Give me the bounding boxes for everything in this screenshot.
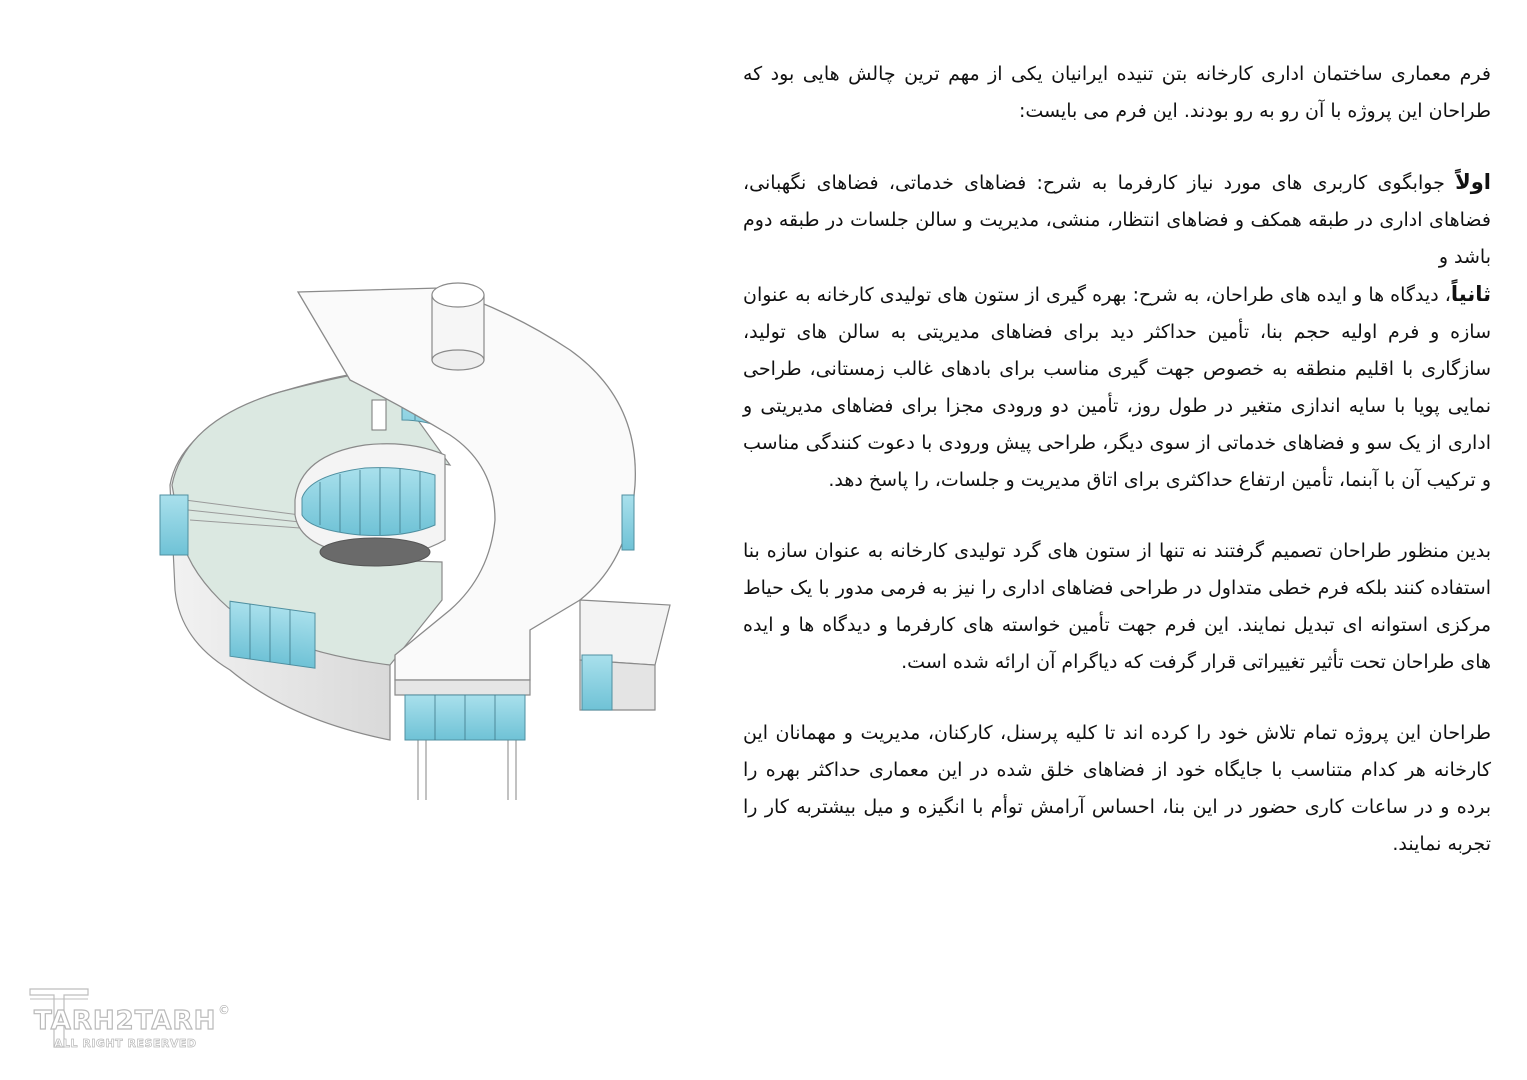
courtyard-floor bbox=[320, 538, 430, 566]
description-text bbox=[743, 56, 1491, 863]
paragraph-intro: فرم معماری ساختمان اداری کارخانه بتن تنیده ایرانیان یکی از مهم ترین چالش هایی بود که طراحان این پروژه با آن رو به رو بودند. این فرم می بایست: bbox=[743, 63, 1491, 122]
roof-wing-edge bbox=[395, 680, 530, 695]
right-box-glazing bbox=[582, 655, 612, 710]
first-requirement-lead: اولاً bbox=[1455, 170, 1491, 194]
copyright-mark: © bbox=[218, 1003, 230, 1017]
logo-tagline: ALL RIGHT RESERVED bbox=[54, 1037, 197, 1050]
building-axonometric-illustration bbox=[150, 270, 690, 810]
logo-name: TARH2TARH bbox=[34, 1006, 217, 1036]
first-requirement-body: جوابگوی کاربری های مورد نیاز کارفرما به شرح: فضاهای خدماتی، فضاهای نگهبانی، فضاهای اداری در طبقه همکف و فضاهای انتظار، منشی، مدیریت و سالن جلسات در طبقه دوم باشد و bbox=[743, 172, 1491, 268]
stair-core-cylinder bbox=[432, 283, 484, 370]
left-edge-glazing bbox=[160, 495, 188, 555]
core-door bbox=[372, 400, 386, 430]
paragraph-second-requirement bbox=[743, 276, 1491, 499]
paragraph-first-requirement bbox=[743, 164, 1491, 276]
paragraph-conclusion: طراحان این پروژه تمام تلاش خود را کرده اند تا کلیه پرسنل، کارکنان، مدیریت و مهمانان این کارخانه هر کدام متناسب با جایگاه خود از فضاهای خلق شده در این معماری حداکثر بهره را برده و در ساعات کاری حضور در این بنا، احساس آرامش توأم با انگیزه و میل بیشتربه کار را تجربه نمایند. bbox=[743, 722, 1491, 855]
second-requirement-body: ، دیدگاه ها و ایده های طراحان، به شرح: بهره گیری از ستون های تولیدی کارخانه به عنوان سازه و فرم اولیه حجم بنا، تأمین حداکثر دید برای فضاهای مدیریتی به سالن های تولید، سازگاری با اقلیم منطقه به خصوص جهت گیری مناسب برای بادهای غالب زمستانی، طراحی نمایی پویا با سایه اندازی متغیر در طول روز، تأمین دو ورودی مجزا برای فضاهای مدیریتی و اداری از یک سو و فضاهای خدماتی از سوی دیگر، طراحی پیش ورودی با دعوت کنندگی مناسب و ترکیب آن با آبنما، تأمین ارتفاع حداکثری برای اتاق مدیریت و جلسات، را پاسخ دهد. bbox=[743, 284, 1491, 491]
lower-facade-glazing bbox=[230, 601, 315, 668]
support-columns bbox=[418, 740, 516, 800]
paragraph-design-decision: بدین منظور طراحان تصمیم گرفتند نه تنها از ستون های گرد تولیدی کارخانه به عنوان سازه بنا استفاده کنند بلکه فرم خطی متداول در طراحی فضاهای اداری را نیز به فرمی مدور با یک حیاط مرکزی استوانه ای تبدیل نمایند. این فرم جهت تأمین خواسته های کارفرما و دیدگاه ها و ایده های طراحان تحت تأثیر تغییراتی قرار گرفت که دیاگرام آن ارائه شده است. bbox=[743, 540, 1491, 673]
right-facade-glazing bbox=[622, 495, 634, 550]
second-requirement-lead: ثانیاً bbox=[1450, 282, 1491, 306]
